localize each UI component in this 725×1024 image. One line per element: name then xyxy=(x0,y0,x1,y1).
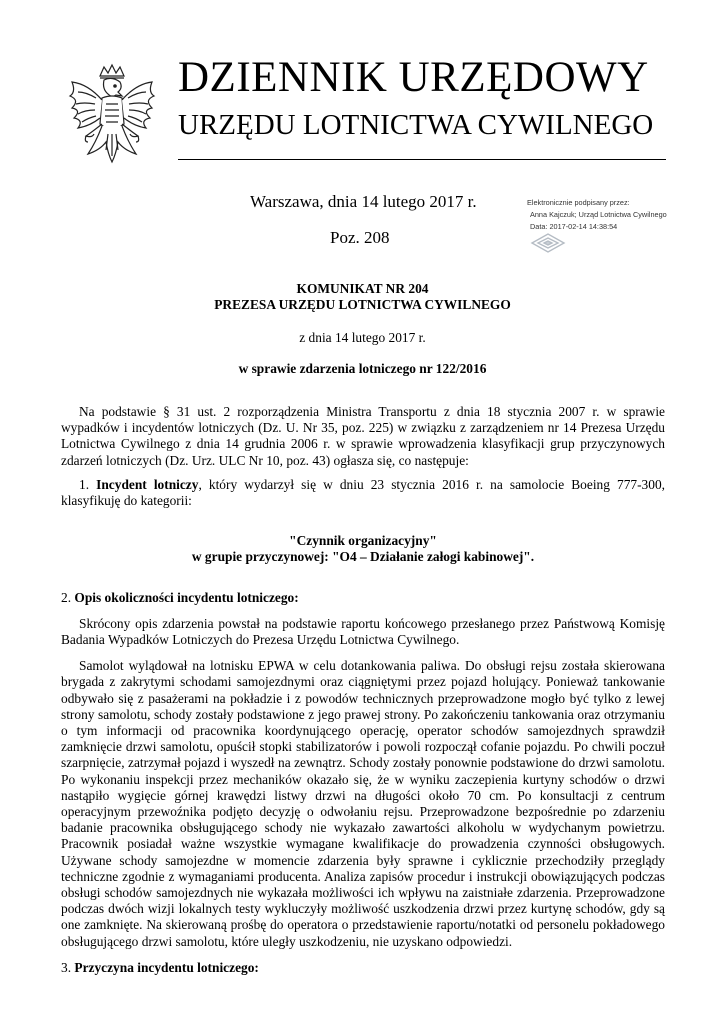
communique-title: KOMUNIKAT NR 204 xyxy=(296,281,429,296)
section-2-number: 2. xyxy=(61,589,72,605)
section-1-number: 1. xyxy=(79,476,90,492)
intro-paragraph: Na podstawie § 31 ust. 2 rozporządzenia Ministra Transportu z dnia 18 stycznia 2007 r. w sprawie wypadków i incydentów lotniczych (Dz. U. Nr 35, poz. 225) w związku z zarządzeniem nr 14 Prezesa Urzędu Lotnictwa Cywilnego z dnia 14 grudnia 2006 r. w sprawie wprowadzenia klasyfikacji grup przyczynowych zdarzeń lotniczych (Dz. Urz. ULC Nr 10, poz. 43) ogłasza się, co następuje: xyxy=(61,404,665,468)
place-date: Warszawa, dnia 14 lutego 2017 r. xyxy=(250,192,477,211)
polish-eagle-emblem-icon xyxy=(62,62,162,174)
signature-line-1: Elektronicznie podpisany przez: xyxy=(527,198,630,207)
section-2-title: Opis okoliczności incydentu lotniczego: xyxy=(74,589,299,605)
signature-line-3: Data: 2017-02-14 14:38:54 xyxy=(530,222,618,231)
communique-subject: w sprawie zdarzenia lotniczego nr 122/2016 xyxy=(238,361,487,376)
section-1-paragraph xyxy=(61,477,665,509)
document-body xyxy=(61,404,665,976)
communique-date: z dnia 14 lutego 2017 r. xyxy=(299,330,426,345)
section-2-paragraph-2: Samolot wylądował na lotnisku EPWA w celu dotankowania paliwa. Do obsługi rejsu została skierowana brygada z zakrytymi schodami samojezdnymi oraz ciągniętymi przez pojazd holujący. Ponieważ tankowanie odbywało się z pasażerami na pokładzie i z powodów technicznych przeprowadzone mogło być tylko z lewej strony samolotu, schody zostały podstawione z jego prawej strony. Po zakończeniu tankowania oraz otrzymaniu o tym informacji od pracownika koordynującego operację, operator schodów samojezdnych sprawdził zamknięcie drzwi samolotu, opuścił stopki stabilizatorów i powoli rozpoczął cofanie pojazdu. Po chwili poczuł szarpnięcie, zatrzymał pojazd i wyszedł na zewnątrz. Schody zostały ponownie podstawione do drzwi samolotu. Po wykonaniu inspekcji przez mechaników okazało się, że w wyniku zaczepienia kurtyny schodów o drzwi nastąpiło wygięcie górnej krawędzi listwy drzwi na długości około 70 cm. Po konsultacji z centrum operacyjnym przewoźnika podjęto decyzję o odwołaniu rejsu. Przeprowadzone bezpośrednie po zdarzeniu badanie pracownika obsługującego schody nie wykazało zawartości alkoholu w wydychanym powietrzu. Pracownik posiadał ważne wszystkie wymagane kwalifikacje do prowadzenia czynności obsługowych. Używane schody samojezdne w momencie zdarzenia były sprawne i cyklicznie przechodziły przeglądy techniczne zgodnie z wymaganiami producenta. Analiza zapisów procedur i instrukcji obowiązujących podczas obsługi schodów samojezdnych nie wykazała możliwości ich wpływu na zaistniałe zdarzenia. Przeprowadzone podczas dwóch wizji lokalnych testy wykluczyły możliwość uszkodzenia drzwi przez kurtynę schodów, gdy są one zamknięte. Na skierowaną prośbę do operatora o przedstawienie raportu/notatki od personelu pokładowego obsługującego drzwi samolotu, które uległy uszkodzeniu, nie uzyskano odpowiedzi. xyxy=(61,658,665,949)
section-3-number: 3. xyxy=(61,959,72,975)
position-number: Poz. 208 xyxy=(330,228,390,247)
section-3-heading xyxy=(61,960,665,976)
signature-line-2: Anna Kajczuk; Urząd Lotnictwa Cywilnego xyxy=(530,210,667,219)
category-line-2: w grupie przyczynowej: "O4 – Działanie załogi kabinowej". xyxy=(191,549,535,565)
section-1-text: , który wydarzył się w dniu 23 stycznia 2016 r. na samolocie Boeing 777-300, klasyfikuję do kategorii: xyxy=(61,476,665,509)
section-3-title: Przyczyna incydentu lotniczego: xyxy=(74,959,259,975)
journal-title: DZIENNIK URZĘDOWY xyxy=(178,54,649,101)
journal-subtitle: URZĘDU LOTNICTWA CYWILNEGO xyxy=(178,109,654,141)
communique-issuer: PREZESA URZĘDU LOTNICTWA CYWILNEGO xyxy=(214,297,511,312)
electronic-signature xyxy=(527,197,667,233)
section-2-heading xyxy=(61,590,665,606)
section-2-paragraph-1: Skrócony opis zdarzenia powstał na podstawie raportu końcowego przesłanego przez Państwową Komisję Badania Wypadków Lotniczych do Prezesa Urzędu Lotnictwa Cywilnego. xyxy=(61,615,665,648)
masthead-divider xyxy=(178,159,666,160)
category-line-1: "Czynnik organizacyjny" xyxy=(289,533,437,549)
signature-logo-icon xyxy=(530,232,566,254)
section-1-bold-term: Incydent lotniczy xyxy=(96,476,199,492)
